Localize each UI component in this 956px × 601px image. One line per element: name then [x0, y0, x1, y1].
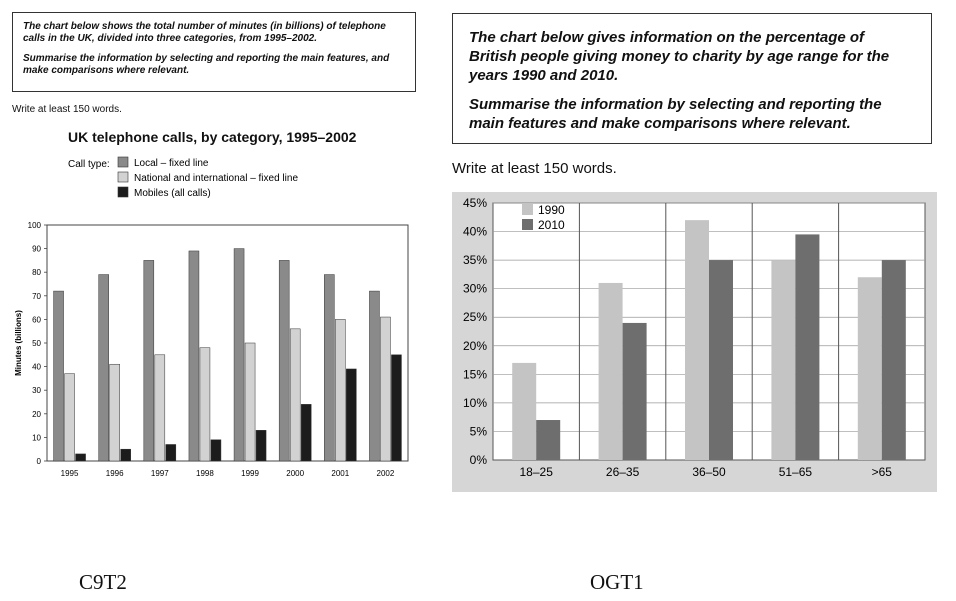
bar-26–35-1990: [599, 283, 623, 460]
legend-label-2: National and international – fixed line: [134, 173, 298, 184]
y-tick-label: 40%: [462, 224, 487, 239]
x-tick-label: 2000: [286, 469, 305, 478]
y-tick-label: 45%: [462, 196, 487, 210]
x-tick-label: 51–65: [778, 465, 813, 479]
y-tick-label: 20: [32, 409, 41, 419]
left-chart-title: UK telephone calls, by category, 1995–2002: [68, 129, 357, 145]
y-tick-label: 25%: [462, 310, 487, 325]
bar-36–50-1990: [685, 220, 709, 460]
bar->65-2010: [882, 260, 906, 460]
right-word-count-note: Write at least 150 words.: [452, 160, 617, 177]
y-tick-label: 15%: [462, 367, 487, 382]
x-tick-label: 2001: [331, 469, 350, 478]
bar-18–25-1990: [512, 363, 536, 460]
bar-36–50-2010: [709, 260, 733, 460]
legend-label-1990: 1990: [538, 203, 565, 217]
x-tick-label: 2002: [376, 469, 395, 478]
legend-title: Call type:: [68, 159, 110, 170]
y-tick-label: 5%: [469, 424, 487, 439]
y-tick-label: 0%: [469, 453, 487, 467]
right-task-instruction: Summarise the information by selecting and reporting the main features and make comparisons where relevant.: [469, 96, 882, 132]
x-tick-label: 1997: [150, 469, 169, 478]
left-caption: C9T2: [79, 570, 127, 594]
y-tick-label: 10%: [462, 395, 487, 410]
legend-swatch-2010: [522, 219, 533, 230]
y-tick-label: 50: [32, 339, 41, 348]
right-caption: OGT1: [590, 570, 644, 594]
bar-18–25-2010: [536, 420, 560, 460]
bar-51–65-1990: [771, 260, 795, 460]
legend-label-2010: 2010: [538, 218, 565, 232]
x-tick-label: 26–35: [605, 465, 640, 479]
x-tick-label: 1995: [60, 469, 79, 478]
y-tick-label: 80: [32, 268, 41, 278]
y-tick-label: 90: [32, 244, 41, 254]
left-task-instruction: Summarise the information by selecting and reporting the main features, and make comparisons where relevant.: [23, 53, 390, 76]
right-task-description: The chart below gives information on the percentage of British people giving money to charity by age range for the years 1990 and 2010.: [469, 29, 890, 84]
y-tick-label: 60: [32, 315, 41, 325]
y-tick-label: 40: [32, 362, 41, 372]
bar-26–35-2010: [623, 323, 647, 460]
y-tick-label: 30%: [462, 281, 487, 296]
bar-51–65-2010: [795, 234, 819, 460]
legend-label-3: Mobiles (all calls): [134, 188, 211, 199]
x-tick-label: 36–50: [692, 465, 726, 479]
x-tick-label: 18–25: [519, 465, 553, 479]
legend-label-1: Local – fixed line: [134, 158, 209, 169]
bar->65-1990: [858, 277, 882, 460]
y-tick-label: 10: [32, 433, 41, 443]
y-axis-label: Minutes (billions): [14, 310, 23, 376]
left-task-description: The chart below shows the total number of minutes (in billions) of telephone calls in the UK, divided into three categories, from 1995–2002.: [23, 21, 386, 44]
y-tick-label: 100: [27, 221, 41, 230]
y-tick-label: 30: [32, 386, 41, 396]
y-tick-label: 35%: [462, 253, 487, 268]
left-word-count-note: Write at least 150 words.: [12, 104, 122, 115]
y-tick-label: 0: [36, 457, 41, 466]
x-tick-label: 1999: [241, 469, 259, 478]
x-tick-label: >65: [871, 465, 892, 479]
x-tick-label: 1998: [196, 469, 214, 478]
x-tick-label: 1996: [105, 469, 124, 478]
y-tick-label: 70: [32, 291, 41, 301]
y-tick-label: 20%: [462, 338, 487, 353]
legend-swatch-1990: [522, 204, 533, 215]
